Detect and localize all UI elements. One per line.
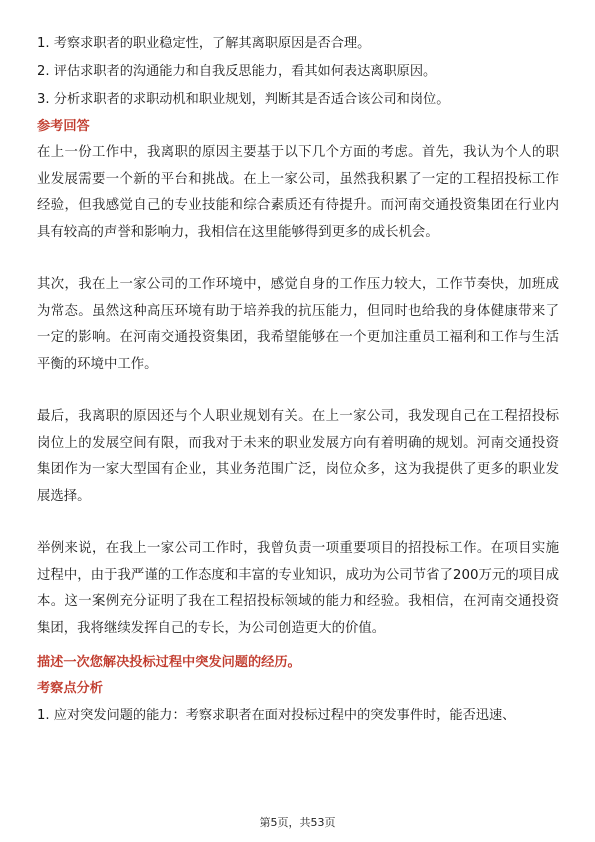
list-item: 1. 应对突发问题的能力：考察求职者在面对投标过程中的突发事件时，能否迅速、	[37, 708, 516, 723]
analysis-heading: 考察点分析	[37, 681, 103, 696]
paragraph-gap	[37, 378, 559, 404]
answer-paragraph-1: 在上一份工作中，我离职的原因主要基于以下几个方面的考虑。首先，我认为个人的职业发展需要一个新的平台和挑战。在上一家公司，虽然我积累了一定的工程招投标工作经验，但我感觉自己的专业技能和综合素质还有待提升。而河南交通投资集团在行业内具有较高的声誉和影响力，我相信在这里能够得到更多的成长机会。	[37, 145, 559, 240]
answer-paragraph-3: 最后，我离职的原因还与个人职业规划有关。在上一家公司，我发现自己在工程招投标岗位上的发展空间有限，而我对于未来的职业发展方向有着明确的规划。河南交通投资集团作为一家大型国有企业，其业务范围广泛，岗位众多，这为我提供了更多的职业发展选择。	[37, 409, 559, 504]
answer-heading: 参考回答	[37, 119, 90, 134]
answer-paragraph-4: 举例来说，在我上一家公司工作时，我曾负责一项重要项目的招投标工作。在项目实施过程中，由于我严谨的工作态度和丰富的专业知识，成功为公司节省了200万元的项目成本。这一案例充分证明了我在工程招投标领域的能力和经验。我相信，在河南交通投资集团，我将继续发挥自己的专长，为公司创造更大的价值。	[37, 541, 559, 636]
list-item: 1. 考察求职者的职业稳定性，了解其离职原因是否合理。	[37, 36, 371, 51]
page-content	[37, 30, 559, 730]
page-footer: 第5页，共53页	[259, 816, 336, 829]
paragraph-gap	[37, 510, 559, 536]
list-item: 3. 分析求职者的求职动机和职业规划，判断其是否适合该公司和岗位。	[37, 92, 450, 107]
list-item: 2. 评估求职者的沟通能力和自我反思能力，看其如何表达离职原因。	[37, 64, 437, 79]
list-bottom	[37, 702, 559, 730]
answer-paragraph-2: 其次，我在上一家公司的工作环境中，感觉自身的工作压力较大，工作节奏快，加班成为常态。虽然这种高压环境有助于培养我的抗压能力，但同时也给我的身体健康带来了一定的影响。在河南交通投资集团，我希望能够在一个更加注重员工福利和工作与生活平衡的环境中工作。	[37, 277, 559, 372]
question-heading: 描述一次您解决投标过程中突发问题的经历。	[37, 655, 301, 670]
paragraph-gap	[37, 246, 559, 272]
list-top	[37, 30, 559, 114]
